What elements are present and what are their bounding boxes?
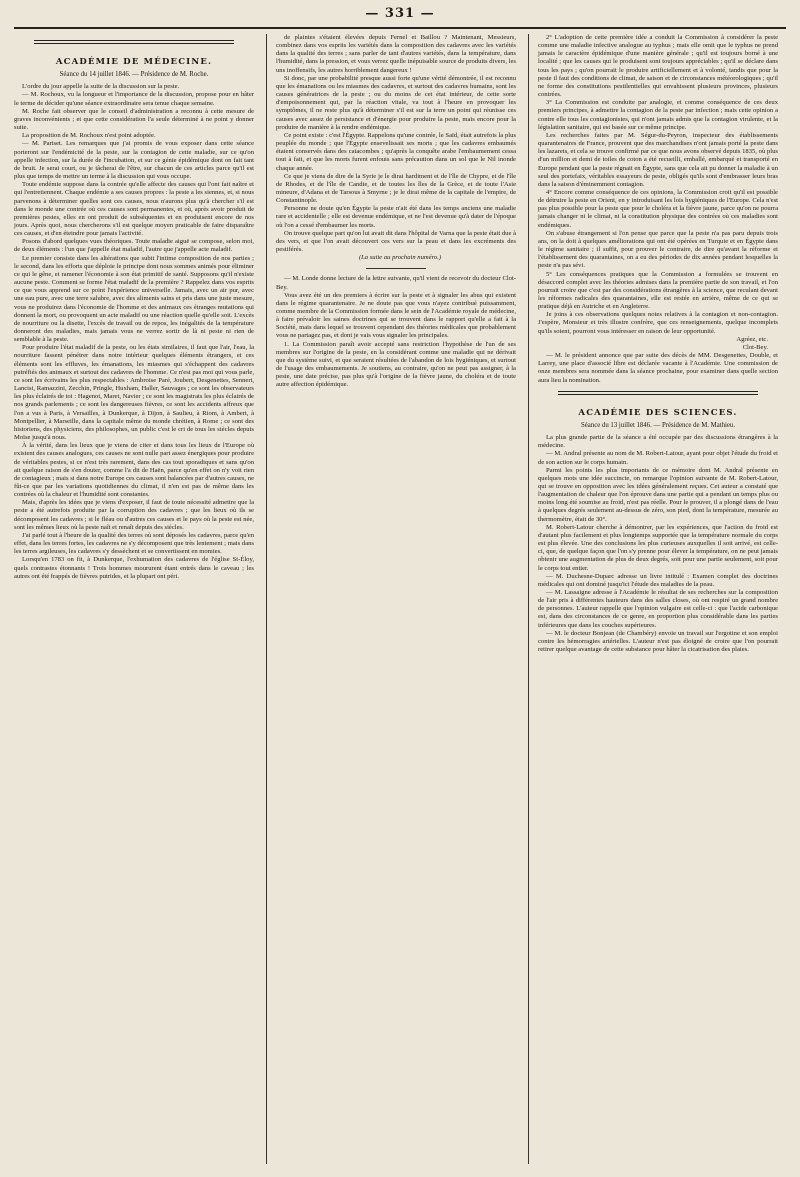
- paragraph: Ce point existe : c'est l'Égypte. Rappelons qu'une contrée, le Saïd, était autrefois la plus peuplée du monde ; que l'Égypte ensevelissait ses morts ; que les cadavres embaumés étaient conservés dans des catacombes ; qu'après la conquête arabe l'embaumement cessa tout à fait, et que les morts furent enfouis sans précaution dans un sol que le Nil inonde chaque année.: [276, 131, 516, 172]
- column-divider: [528, 34, 529, 1164]
- paragraph: Personne ne doute qu'en Égypte la peste n'ait été dans les temps anciens une maladie rare et accidentelle ; elle est devenue endémique, et ne l'est devenue qu'à dater de l'époque où l'on a cessé d'embaumer les morts.: [276, 205, 516, 229]
- paragraph: — M. Andral présente au nom de M. Robert-Latour, ayant pour objet l'étude du froid et de son action sur le corps humain.: [538, 450, 778, 466]
- paragraph: — M. le docteur Bonjean (de Chambéry) envoie un travail sur l'ergotine et son emploi contre les hémorragies artérielles. L'auteur n'est pas éloigné de croire que l'on pourrait retirer quelque avantage de cette substance pour hâter la cicatrisation des plaies.: [538, 629, 778, 654]
- paragraph: 2° L'adoption de cette première idée a conduit la Commission à considérer la peste comme une maladie infective analogue au typhus ; mais elle omit que le typhus ne prend jamais le caractère épidémique d'une manière générale ; qu'il est toujours borné à une localité ; que les causes qui le produisent sont toujours appréciables ; qu'il se déclare dans tous les pays ; qu'on pourrait le produire artificiellement et à volonté, tandis que pour la peste il faut des conditions de climat, de saison et de circonstances météorologiques ; qu'il ne forme des constitutions pestilentielles qui envahissent plusieurs provinces, plusieurs contrées.: [538, 34, 778, 99]
- paragraph: — M. Londe donne lecture de la lettre suivante, qu'il vient de recevoir du docteur Clot-Bey.: [276, 275, 516, 291]
- column-2: [276, 34, 516, 390]
- paragraph: Je joins à ces observations quelques notes relatives à la contagion et non-contagion. J'espère, Monsieur et très illustre confrère, que ces renseignements, quelque incomplets qu'ils soient, pourront vous intéresser en raison de leur opportunité.: [538, 311, 778, 335]
- paragraph: 1. La Commission paraît avoir accepté sans restriction l'hypothèse de l'un de ses membres sur l'origine de la peste, en la considérant comme une maladie qui ne dérivait que du système suivi, et que seraient résultées de l'abandon de lois hygiéniques, et surtout de l'usage des embaumements. Je soutiens, au contraire, qu'on ne peut pas assigner, à la peste, une date précise, pas plus qu'à l'origine de la fièvre jaune, du choléra et de toute autre affection épidémique.: [276, 340, 516, 389]
- paragraph: — M. le président annonce que par suite des décès de MM. Desgenettes, Double, et Larrey, une place d'associé libre est déclarée vacante à l'Académie. Une commission de onze membres sera nommée dans la séance prochaine, pour examiner dans quelle section aura lieu la nomination.: [538, 352, 778, 384]
- paragraph: 5° Les conséquences pratiques que la Commission a formulées se trouvent en désaccord complet avec les théories admises dans la première partie de son travail, et l'on pourrait croire que c'est par des considérations étrangères à la science, que reculant devant les réformes radicales des quarantaines, elle est restée en arrière, même de ce qui se pratique déjà en Autriche et en Angleterre.: [538, 270, 778, 311]
- paragraph: La plus grande partie de la séance a été occupée par des discussions étrangères à la médecine.: [538, 434, 778, 450]
- top-rule: [14, 27, 786, 29]
- section-title-sciences: ACADÉMIE DES SCIENCES.: [578, 407, 738, 418]
- paragraph: Ce que je viens de dire de la Syrie je le dirai hardiment et de l'île de Chypre, et de l'île de Rhodes, et de l'île de Candie, et de toutes les îles de la Grèce, et de toute l'Asie mineure, d'Adana et de Tarsous à Smyrne ; je le dirai même de la capitale de l'empire, de Constantinople.: [276, 172, 516, 205]
- paragraph: Les recherches faites par M. Ségur-du-Peyron, inspecteur des établissements quarantenaires de France, prouvent que des marchandises n'ont jamais porté la peste dans les lazarets, et cela se trouve confirmé par ce que nous avons observé depuis 1835, où plus d'un million et demi de toiles de coton a été recueilli, emballé, embarqué et transporté en Europe pendant que la peste régnait en Égypte, sans que cela ait pu donner la maladie à un seul des portefaix, véritables essayeurs de peste, obligés qu'ils sont d'embrasser leurs bras dans la saison d'éminemment contagion.: [538, 131, 778, 188]
- paragraph: On s'abuse étrangement si l'on pense que parce que la peste n'a pas paru depuis trois ans, on la doit à quelques améliorations qui ont été opérées en Turquie et en Égypte dans le régime sanitaire ; il suffit, pour prouver le contraire, de dire qu'avant la réforme et l'établissement des quarantaines, on a eu des périodes de dix années pendant lesquelles la peste n'a pas sévi.: [538, 229, 778, 270]
- paragraph: M. Robert-Latour cherche à démontrer, par les expériences, que l'action du froid est d'autant plus facilement et plus longtemps supportée que la température normale du corps est plus élevée. Une des conclusions les plus curieuses auxquelles il soit arrivé, est celle-ci, que, de quelque façon que l'on s'y prenne pour élever la température, on ne peut jamais obtenir une augmentation de plus de deux degrés, soit pour une partie seulement, soit pour le corps tout entier.: [538, 523, 778, 572]
- paragraph: La proposition de M. Rochoux n'est point adoptée.: [22, 132, 156, 140]
- paragraph: L'ordre du jour appelle la suite de la discussion sur la peste.: [22, 83, 180, 91]
- paragraph: Toute endémie suppose dans la contrée qu'elle affecte des causes qui l'ont fait naître et qui l'entretiennent. Chaque endémie a ses causes propres : la peste a les siennes, et, si nous parvenons à déterminer quelles sont ces causes, nous n'aurons plus qu'à chercher s'il est dans le monde une contrée où ces causes sont permanentes, et où, après avoir produit de premières pestes, elles en ont produit de subséquentes et en produisent encore de nos jours. Après quoi, nous chercherons s'il est quelque moyen praticable de faire disparaître ces causes, et d'en éteindre pour jamais l'activité.: [14, 181, 254, 238]
- paragraph: 4° Encore comme conséquence de ces opinions, la Commission croit qu'il est possible de détruire la peste en Orient, en y introduisant les lois hygiéniques de l'Europe. Cela n'est pas plus possible pour la peste que pour le choléra et la fièvre jaune, parce qu'on ne pourra jamais changer ni le climat, ni la constitution physique des contrées où ces maladies sont endémiques.: [538, 188, 778, 229]
- column-3: [538, 34, 778, 654]
- paragraph: À la vérité, dans les lieux que je viens de citer et dans tous les lieux de l'Europe où existent des causes analogues, ces causes ne sont nulle part assez énergiques pour produire de véritables pestes, si ce n'est très rarement, dans des cas tout sporadiques et sans qu'on ait quelque raison de s'en douter, comme l'a dit de Haën, parce qu'en effet on n'y voit rien de contagieux ; mais si dans notre Europe ces causes sont balancées par d'autres causes, ne fût-ce que par les variations quotidiennes du climat, il n'en est pas de même dans les contrées où la chaleur et l'humidité sont constantes.: [14, 442, 254, 499]
- paragraph: de plaintes s'étaient élevées depuis Fernel et Baillou ? Maintenant, Messieurs, combinez dans vos esprits les variétés dans la composition des cadavres avec les variétés dans la qualité des terres ; sans parler de tant d'autres variétés, dans la température, dans l'humidité, dans la pression, et vous verrez quelle inépuisable source de produits divers, les uns inoffensifs, les autres horriblement dangereux !: [276, 34, 516, 74]
- double-rule: [558, 391, 758, 395]
- paragraph: — M. Pariset. Les remarques que j'ai promis de vous exposer dans cette séance porteront sur l'endémicité de la peste, sur la contagion de cette maladie, sur ce qu'on appelle infection, sur la durée de l'incubation, et sur ce génie épidémique dont on fait tant de bruit. Je serai court, ou je tâcherai de l'être, sur chacun de ces articles parce qu'il est plus que temps de mettre un terme à la discussion qui vous occupe.: [14, 140, 254, 181]
- double-rule: [34, 40, 234, 44]
- paragraph: M. Roche fait observer que le conseil d'administration a reconnu à cette mesure de graves inconvénients ; et que cette considération l'a seule déterminé à ne point y donner suite.: [14, 107, 254, 132]
- paragraph: — M. Lassaigne adresse à l'Académie le résultat de ses recherches sur la composition de l'air pris à différentes hauteurs dans des salles closes, où ont respiré un grand nombre de personnes. L'auteur rappelle que l'opinion vulgaire est celle-ci : que l'acide carbonique est, dans des circonstances de ce genre, en proportion plus considérable dans les parties inférieures que dans les couches supérieures.: [538, 589, 778, 629]
- section-title-medecine: ACADÉMIE DE MÉDECINE.: [55, 57, 213, 67]
- paragraph: Pour produire l'état maladif de la peste, ou les états similaires, il faut que l'air, l'eau, la nourriture fassent pénétrer dans notre intérieur quelques éléments étrangers, et ces éléments sont les effluves, les émanations, les miasmes qui s'échappent des cadavres putréfiés des animaux et surtout des cadavres de l'homme. Ce n'est pas moi qui vous parle, ce sont les écrivains les plus respectables : Ambroise Paré, Joubert, Desgenettes, Sennert, Lancisi, Ramazzini, Zecchin, Pringle, Huxham, Haller, Sauvages ; ce sont les observateurs les plus éclairés de toi : Hagenot, Maret, Navier ; ce sont les magistrats les plus éclairés de nos grands parlements ; ce sont les dangereuses fièvres, ce sont les accidents affreux que l'on a vus à Paris, à Versailles, à Dunkerque, à Dijon, à Saulieu, à Riom, à Ambert, à Montpellier, à Marseille, dans la capitale même du monde chrétien, à Rome ; ce sont des historiens, des physiciens, des philosophes, un public c'est le cri de tous les siècles depuis Moïse jusqu'à nous.: [14, 344, 254, 442]
- seance-line: Séance du 14 juillet 1846. — Présidence de M. Roche.: [59, 71, 209, 79]
- paragraph: Si donc, par une probabilité presque aussi forte qu'une vérité démontrée, il est reconnu que les émanations ou les miasmes des cadavres, et surtout des cadavres humains, sont les causes génératrices de la peste ; ou du moins de cet état intérieur, de cette sorte d'empoisonnement qui, par la réaction vitale, va tout à l'heure en provoquer les symptômes, il ne reste plus qu'à déterminer s'il est sur la terre un point qui réunisse ces causes avec assez de persistance et d'énergie pour produire la peste, mais encore pour la produire de manière à la rendre endémique.: [276, 74, 516, 131]
- paragraph: Parmi les points les plus importants de ce mémoire dont M. Andral présente en quelques mots une idée succincte, on remarque l'opinion suivante de M. Robert-Latour, qui se trouve en opposition avec les idées généralement reçues. Cet auteur a constaté que l'augmentation de chaleur que l'on éprouve dans une partie qui a pendant un temps plus ou moins long été soumise au froid, n'est pas réelle. Pour le prouver, il a plongé dans de l'eau à quelques degrés seulement au-dessus de zéro, son pied, dont la température, mesurée au thermomètre, était de 30°.: [538, 466, 778, 523]
- paragraph: On trouve quelque part qu'on lui avait dit dans l'hôpital de Varna que la peste était due à des vers, et que l'on avait découvert ces vers sur la peau et dans les excréments des pestiférés.: [276, 229, 516, 254]
- paragraph: — M. Rochoux, vu la longueur et l'importance de la discussion, propose pour en hâter le terme de décider qu'une séance extraordinaire sera tenue chaque semaine.: [14, 91, 254, 107]
- signature-salutation: Agréez, etc.: [736, 335, 768, 343]
- paragraph: Le premier consiste dans les altérations que subit l'intime composition de nos parties ; le second, dans les efforts que déploie le principe dont nous sommes animés pour éliminer ce qui le gêne, et ramener l'économie à son état primitif de santé. Supposons qu'il n'existe aucune peste. Comment se forme l'état maladif de la première ? Rappelez dans vos esprits ce que vous apprend sur ce point l'expérience universelle. Jamais, avec un air pur, avec une eau pure, avec une terre salubre, avec des aliments sains et pris dans une juste mesure, vous ne produirez dans l'économie de l'homme et des animaux ces étranges mutations qui donnent la mort, ou provoquent un acte maladif ou une réaction quelle qu'elle soit. L'excès de nourriture ou la disette, l'excès de travail ou de repos, les inégalités de la température donneront des maladies, mais jamais vous ne verrez sortir de là ni peste ni rien de semblable à la peste.: [14, 254, 254, 344]
- paragraph: Posons d'abord quelques vues théoriques. Toute maladie aiguë se compose, selon moi, de deux éléments : l'un que j'appelle état maladif, l'autre que j'appelle acte maladif.: [14, 238, 254, 254]
- seance-line: Séance du 13 juillet 1846. — Présidence de M. Mathieu.: [580, 421, 736, 429]
- separator-rule: [366, 268, 426, 269]
- column-divider: [266, 34, 267, 1164]
- signature: Clot-Bey.: [742, 343, 768, 351]
- paragraph: Lorsqu'en 1783 on fit, à Dunkerque, l'exhumation des cadavres de l'église St-Éloy, quels contrastes étonnants ! Trois hommes moururent étant entrés dans le caveau ; les autres ont été frappés de fièvres putrides, et la plupart ont péri.: [14, 556, 254, 580]
- suite-note: (La suite au prochain numéro.): [358, 254, 442, 262]
- paragraph: Mais, d'après les idées que je viens d'exposer, il faut de toute nécessité admettre que la peste a été autrefois produite par la corruption des cadavres ; que les lieux où ils se décomposent les cadavres ; si le fléau ou d'autres ces causes et le pays où la peste est née, sont les mêmes lieux où la peste naît et renaît depuis des siècles.: [14, 499, 254, 531]
- paragraph: 3° La Commission est conduite par analogie, et comme conséquence de ces deux premiers principes, à admettre la contagion de la peste par infection ; mais cette opinion a contre elle tous les contagionistes, qui n'ont jamais admis que la contagion virulente, et la législation sanitaire, qui est basée sur ce même principe.: [538, 99, 778, 131]
- paragraph: Vous avez été un des premiers à écrire sur la peste et à signaler les abus qui existent dans le régime quarantenaire. Je ne doute pas que vous n'ayez contribué puissamment, comme membre de la Commission formée dans le sein de l'Académie royale de médecine, à faire prévaloir les saines doctrines qui se trouvent dans le rapport qu'elle a fait à la Société, mais dans lequel se trouvent cependant des théories médicales que probablement vous ne partagez pas, et dont je vais vous signaler les principales.: [276, 291, 516, 340]
- paragraph: — M. Duchesne-Duparc adresse un livre intitulé : Examen complet des doctrines médicales qui ont dominé jusqu'ici l'étude des maladies de la peau.: [538, 572, 778, 588]
- paragraph: J'ai parlé tout à l'heure de la qualité des terres où sont déposés les cadavres, parce qu'en effet, dans les terres fortes, les cadavres ne s'y décomposent que très lentement ; mais dans les terres argileuses, les cadavres s'y dessèchent et se convertissent en momies.: [14, 531, 254, 556]
- column-1: [14, 34, 254, 581]
- page-number: — 331 —: [365, 6, 435, 21]
